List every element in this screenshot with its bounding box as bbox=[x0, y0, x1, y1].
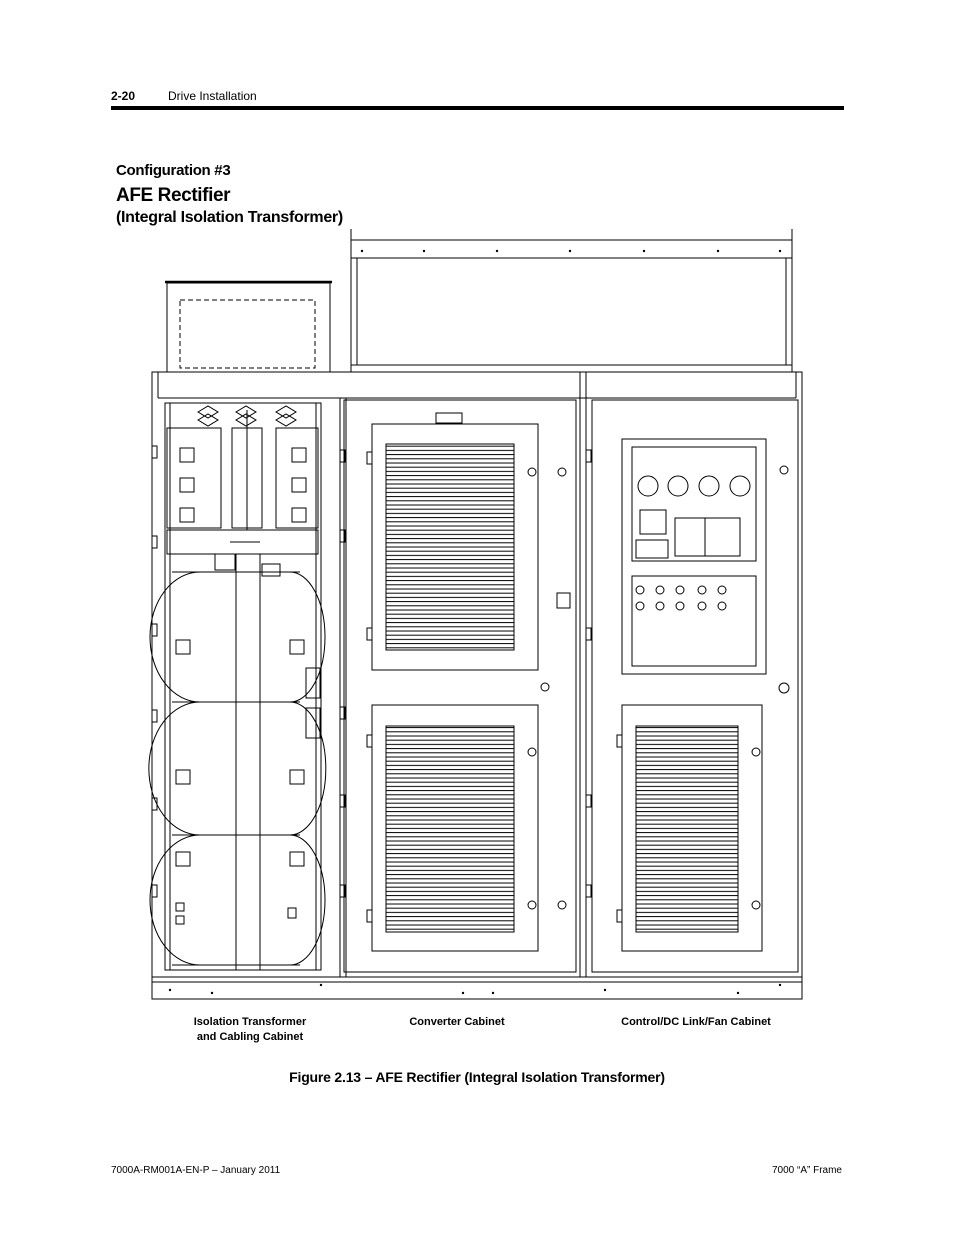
label-control-cabinet: Control/DC Link/Fan Cabinet bbox=[621, 1016, 771, 1028]
label-isolation-cabinet: Isolation Transformer and Cabling Cabinet bbox=[193, 1016, 307, 1043]
configuration-heading: Configuration #3 bbox=[116, 162, 231, 179]
cable-duct-box bbox=[165, 282, 332, 372]
page-number: 2-20 bbox=[111, 89, 136, 103]
section-subtitle: (Integral Isolation Transformer) bbox=[116, 209, 343, 226]
figure-caption: Figure 2.13 – AFE Rectifier (Integral Isolation Transformer) bbox=[289, 1069, 665, 1085]
label-converter-cabinet: Converter Cabinet bbox=[409, 1016, 505, 1028]
footer-product: 7000 “A” Frame bbox=[771, 1165, 842, 1176]
running-header: Drive Installation bbox=[168, 89, 257, 103]
isolation-cabinet bbox=[149, 403, 326, 970]
footer-doc-id: 7000A-RM001A-EN-P – January 2011 bbox=[111, 1165, 281, 1176]
cabinet-drawing bbox=[140, 225, 810, 1005]
section-title: AFE Rectifier bbox=[116, 185, 231, 206]
top-hood bbox=[351, 229, 792, 372]
control-cabinet bbox=[622, 439, 789, 951]
header-rule bbox=[111, 106, 844, 110]
converter-cabinet bbox=[372, 413, 570, 951]
